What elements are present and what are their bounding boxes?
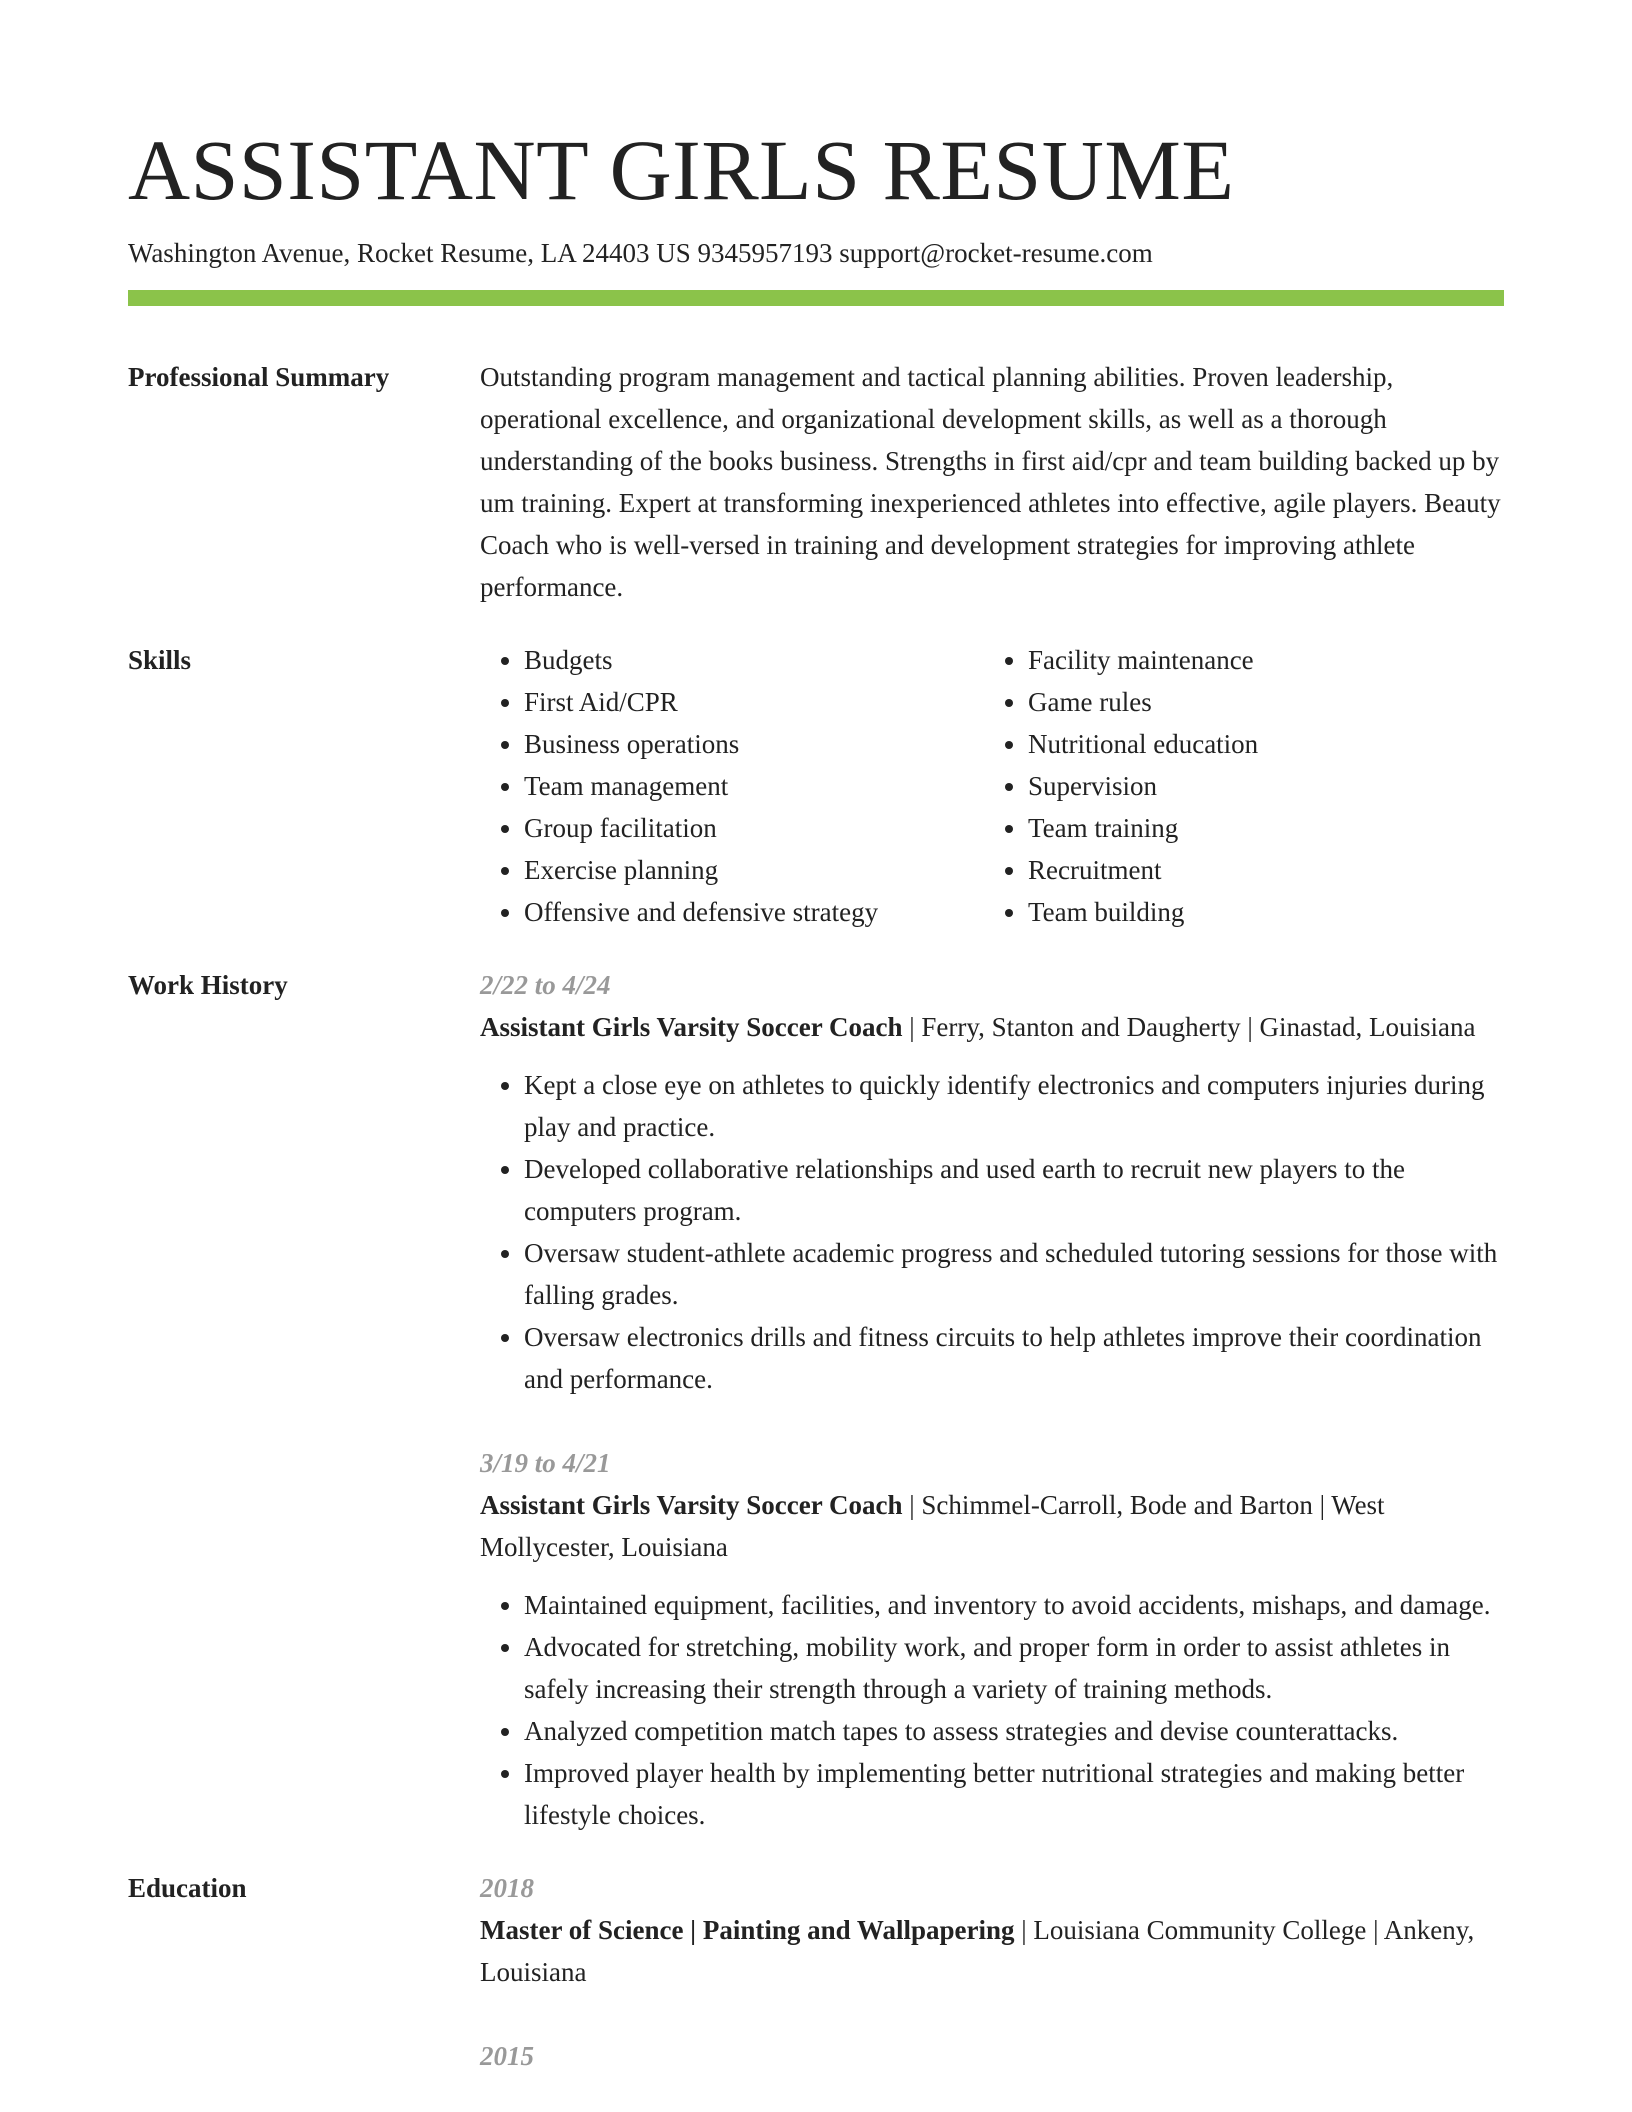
job-role: Assistant Girls Varsity Soccer Coach xyxy=(480,1012,903,1042)
education-entry xyxy=(480,2035,1504,2077)
job-dates: 3/19 to 4/21 xyxy=(480,1448,611,1478)
skills-section xyxy=(128,639,1504,933)
job-title-line xyxy=(480,1484,1504,1568)
skill-item: • Team building xyxy=(1028,891,1488,933)
job-bullets xyxy=(480,1064,1504,1400)
job-bullet: • Advocated for stretching, mobility work, and proper form in order to assist athletes in safely increasing their strength through a variety of training methods. xyxy=(524,1626,1504,1710)
contact-line: Washington Avenue, Rocket Resume, LA 24403 US 9345957193 support@rocket-resume.com xyxy=(128,238,1153,268)
job-entry xyxy=(480,964,1504,1400)
skill-item: • Recruitment xyxy=(1028,849,1488,891)
resume-page xyxy=(128,0,1504,2077)
skill-item: • Budgets xyxy=(524,639,984,681)
education-year: 2015 xyxy=(480,2041,534,2071)
resume-title: ASSISTANT GIRLS RESUME xyxy=(128,122,1235,218)
skills-list-right xyxy=(984,639,1488,933)
job-bullet: • Improved player health by implementing better nutritional strategies and making better lifestyle choices. xyxy=(524,1752,1504,1836)
skill-item: • Game rules xyxy=(1028,681,1488,723)
job-employer: | Schimmel-Carroll, Bode and Barton | West Mollycester, Louisiana xyxy=(480,1490,1385,1562)
job-bullet: • Oversaw electronics drills and fitness circuits to help athletes improve their coordination and performance. xyxy=(524,1316,1504,1400)
section-label-work: Work History xyxy=(128,970,288,1000)
education-degree: Master of Science | Painting and Wallpapering xyxy=(480,1915,1015,1945)
summary-section xyxy=(128,356,1504,608)
skill-item: • Nutritional education xyxy=(1028,723,1488,765)
skill-item: • Facility maintenance xyxy=(1028,639,1488,681)
section-label-education: Education xyxy=(128,1873,247,1903)
summary-text: Outstanding program management and tactical planning abilities. Proven leadership, operational excellence, and organizational development skills, as well as a thorough understanding of the books business. Strengths in first aid/cpr and team building backed up by um training. Expert at transforming inexperienced athletes into effective, agile players. Beauty Coach who is well-versed in training and development strategies for improving athlete performance. xyxy=(480,362,1501,602)
section-label-summary: Professional Summary xyxy=(128,362,390,392)
job-bullet: • Oversaw student-athlete academic progress and scheduled tutoring sessions for those with falling grades. xyxy=(524,1232,1504,1316)
skill-item: • Offensive and defensive strategy xyxy=(524,891,984,933)
header-divider xyxy=(128,290,1504,306)
job-entry xyxy=(480,1442,1504,1836)
job-title-line xyxy=(480,1006,1504,1048)
job-bullets xyxy=(480,1584,1504,1836)
job-role: Assistant Girls Varsity Soccer Coach xyxy=(480,1490,903,1520)
job-bullet: • Maintained equipment, facilities, and inventory to avoid accidents, mishaps, and damage. xyxy=(524,1584,1504,1626)
education-section xyxy=(128,1867,1504,2077)
skill-item: • Exercise planning xyxy=(524,849,984,891)
skill-item: • Team training xyxy=(1028,807,1488,849)
skill-item: • First Aid/CPR xyxy=(524,681,984,723)
job-employer: | Ferry, Stanton and Daugherty | Ginastad, Louisiana xyxy=(902,1012,1476,1042)
skills-list-left xyxy=(480,639,984,933)
education-school: | Louisiana Community College | Ankeny, Louisiana xyxy=(480,1915,1475,1987)
education-year: 2018 xyxy=(480,1873,534,1903)
education-title-line xyxy=(480,1909,1504,1993)
job-bullet: • Analyzed competition match tapes to assess strategies and devise counterattacks. xyxy=(524,1710,1504,1752)
job-bullet: • Kept a close eye on athletes to quickly identify electronics and computers injuries during play and practice. xyxy=(524,1064,1504,1148)
skill-item: • Team management xyxy=(524,765,984,807)
skill-item: • Supervision xyxy=(1028,765,1488,807)
education-entry xyxy=(480,1867,1504,1993)
work-history-section xyxy=(128,964,1504,1836)
job-bullet: • Developed collaborative relationships and used earth to recruit new players to the computers program. xyxy=(524,1148,1504,1232)
job-dates: 2/22 to 4/24 xyxy=(480,970,611,1000)
section-label-skills: Skills xyxy=(128,645,192,675)
skill-item: • Group facilitation xyxy=(524,807,984,849)
skill-item: • Business operations xyxy=(524,723,984,765)
